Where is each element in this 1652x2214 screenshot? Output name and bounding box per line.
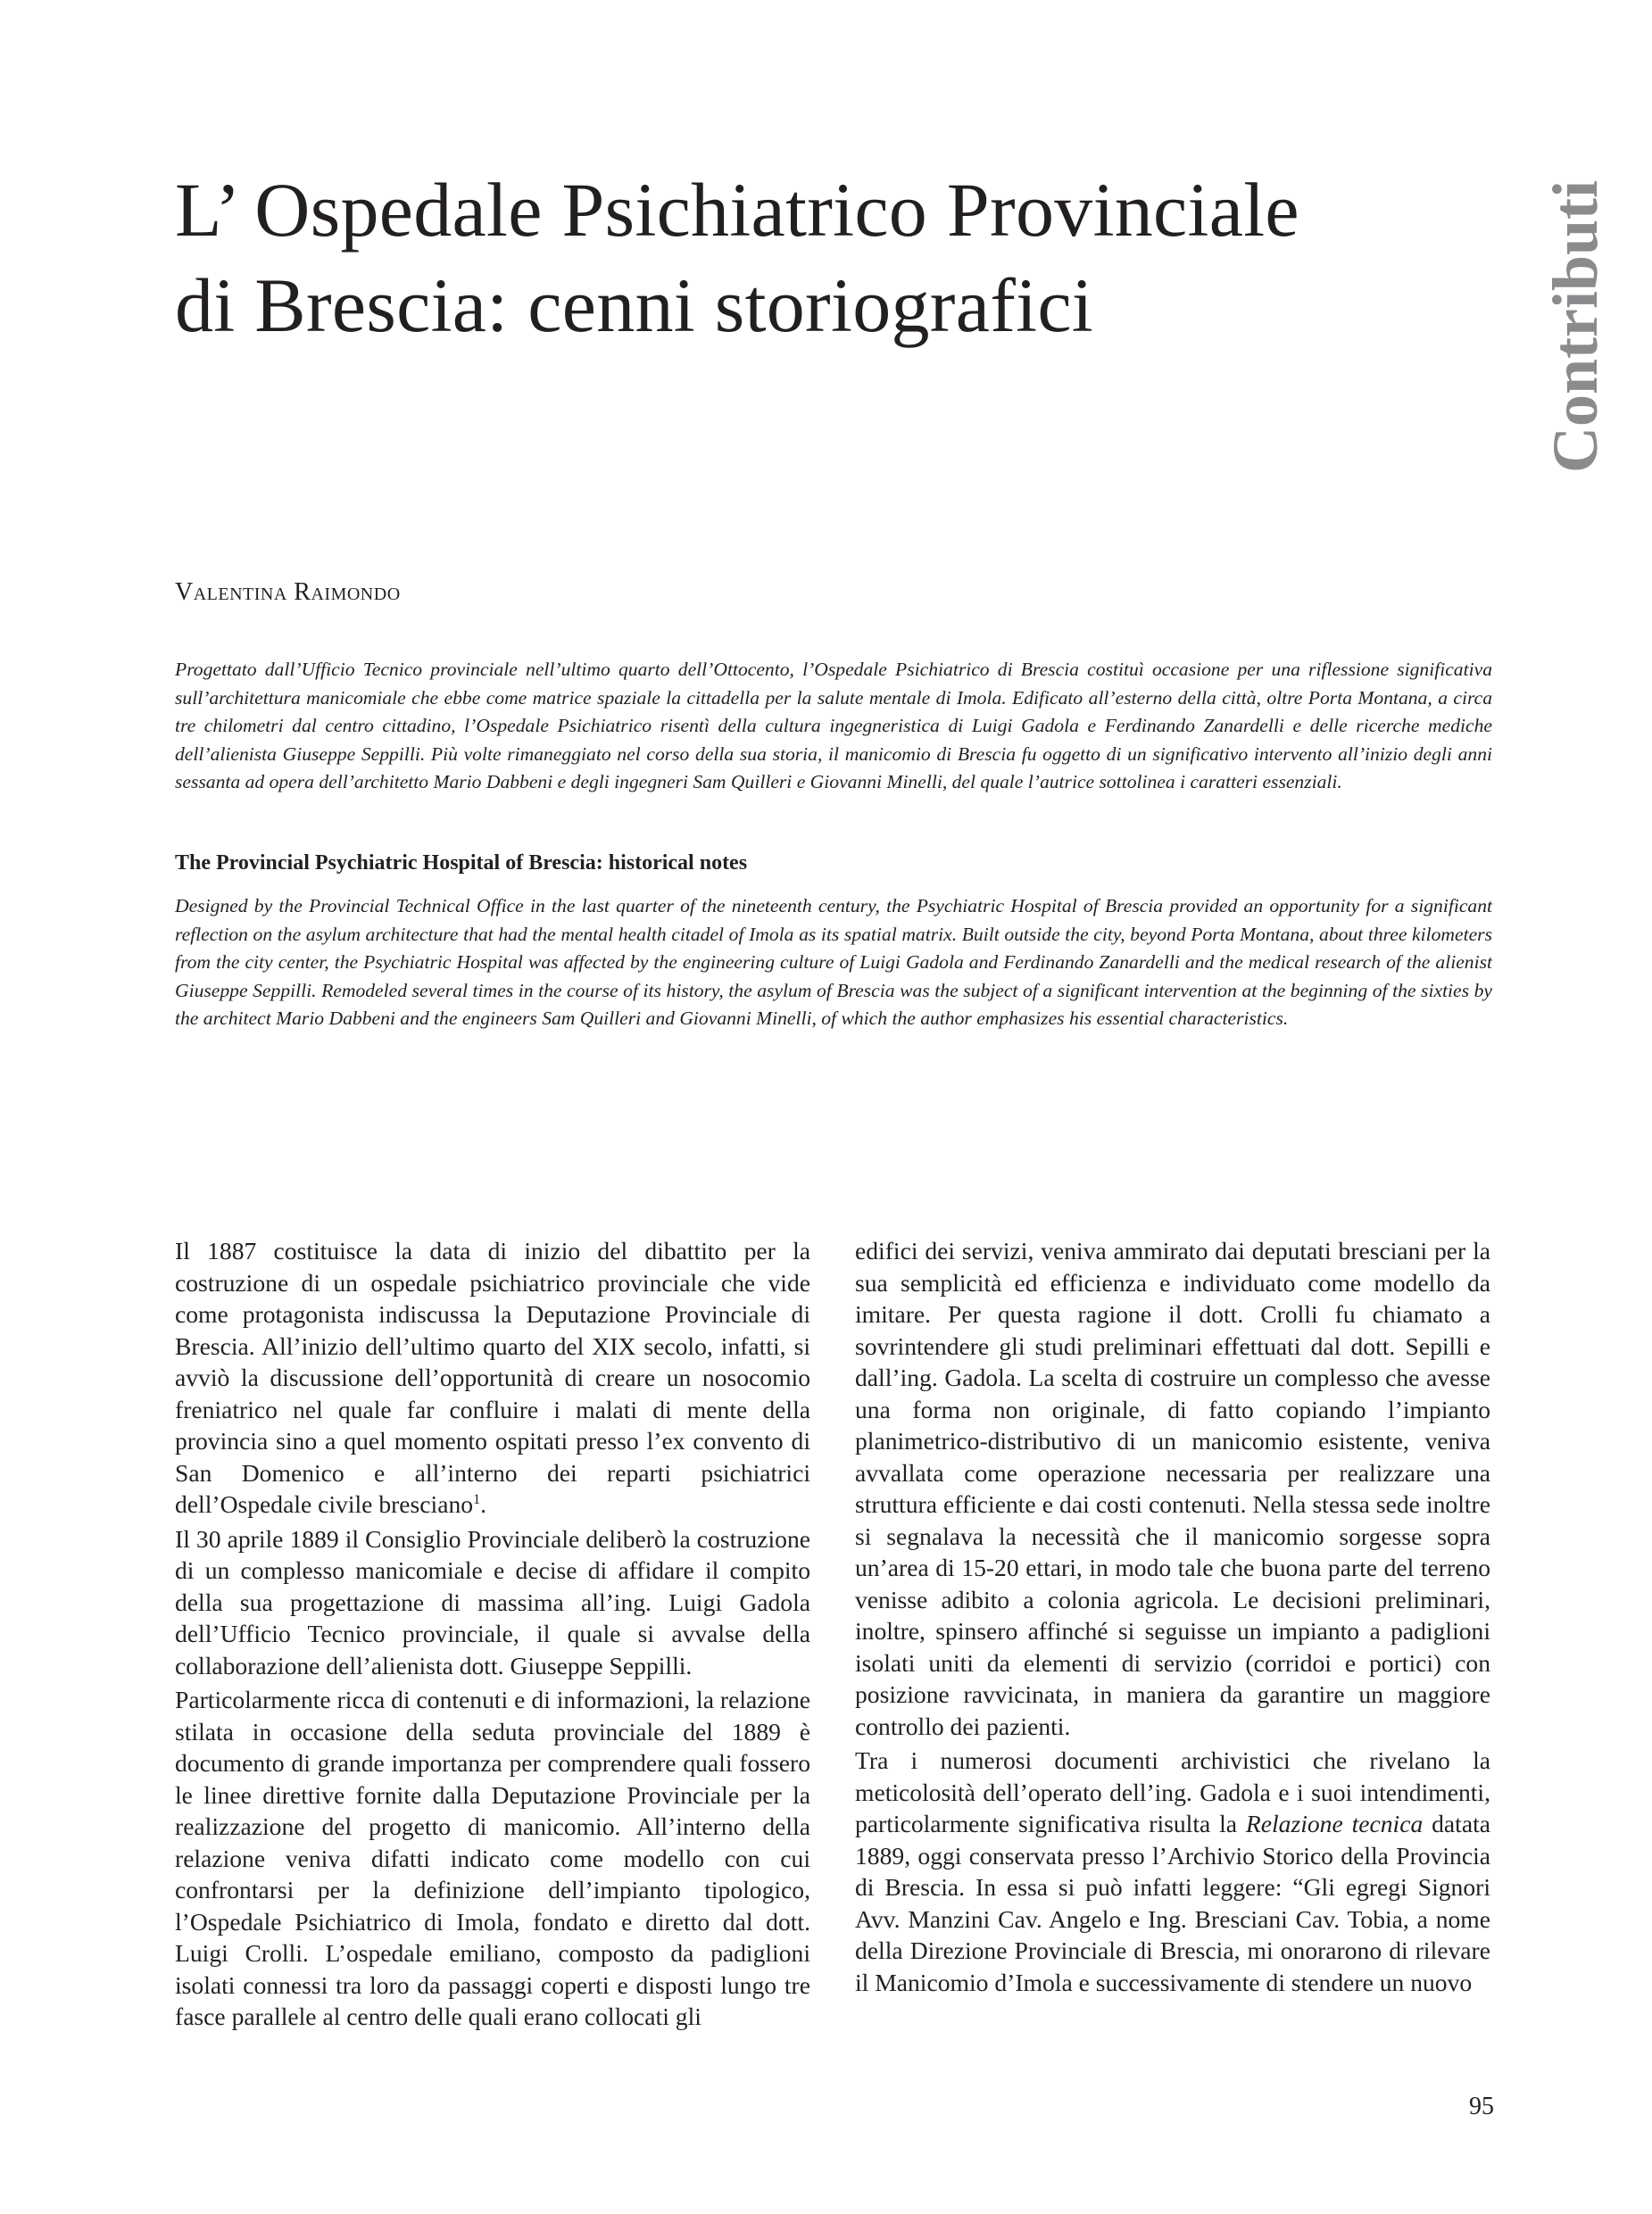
author-name: Valentina Raimondo xyxy=(175,578,401,606)
paragraph-text: Il 1887 costituisce la data di inizio del dibattito per la costruzione di un ospedale psichiatrico provinciale che vide come protagonista indiscussa la Deputazione Provinciale di Brescia. All’inizio dell’ultimo quarto del XIX secolo, infatti, si avviò la discussione dell’opportunità di creare un nosocomio freniatrico nel quale far confluire i malati di mente della provincia sino a quel momento ospitati presso l’ex convento di San Domenico e all’interno dei reparti psichiatrici dell’Ospedale civile bresciano xyxy=(175,1237,810,1518)
body-column-left xyxy=(175,1235,810,2036)
abstract-italian: Progettato dall’Ufficio Tecnico provinciale nell’ultimo quarto dell’Ottocento, l’Ospedale Psichiatrico di Brescia costituì occasione per una riflessione significativa sull’architettura manicomiale che ebbe come matrice spaziale la cittadella per la salute mentale di Imola. Edificato all’esterno della città, oltre Porta Montana, a circa tre chilometri dal centro cittadino, l’Ospedale Psichiatrico risentì della cultura ingegneristica di Luigi Gadola e Ferdinando Zanardelli e delle ricerche mediche dell’alienista Giuseppe Seppilli. Più volte rimaneggiato nel corso della sua storia, il manicomio di Brescia fu oggetto di un significativo intervento all’inizio degli anni sessanta ad opera dell’architetto Mario Dabbeni e degli ingegneri Sam Quilleri e Giovanni Minelli, del quale l’autrice sottolinea i caratteri essenziali. xyxy=(175,659,1492,793)
section-label: Contributi xyxy=(1540,179,1611,473)
paragraph-text-end: . xyxy=(480,1490,486,1518)
paragraph: Particolarmente ricca di contenuti e di informazioni, la relazione stilata in occasione della seduta provinciale del 1889 è documento di grande importanza per comprendere quali fossero le linee direttive fornite dalla Deputazione Provinciale per la realizzazione del progetto di manicomio. All’interno della relazione veniva difatti indicato come modello con cui confrontarsi per la definizione dell’impianto tipologico, l’Ospedale Psichiatrico di Imola, fondato e diretto dal dott. Luigi Crolli. L’ospedale emiliano, composto da padiglioni isolati connessi tra loro da passaggi coperti e disposti lungo tre fasce parallele al centro delle quali erano collocati gli xyxy=(175,1686,810,2030)
abstract-english: Designed by the Provincial Technical Office in the last quarter of the nineteenth century, the Psychiatric Hospital of Brescia provided an opportunity for a significant reflection on the asylum architecture that had the mental health citadel of Imola as its spatial matrix. Built outside the city, beyond Porta Montana, about three kilometers from the city center, the Psychiatric Hospital was affected by the engineering culture of Luigi Gadola and Ferdinando Zanardelli and the medical research of the alienist Giuseppe Seppilli. Remodeled several times in the course of its history, the asylum of Brescia was the subject of a significant intervention at the beginning of the sixties by the architect Mario Dabbeni and the engineers Sam Quilleri and Giovanni Minelli, of which the author emphasizes his essential characteristics. xyxy=(175,895,1492,1030)
paragraph: edifici dei servizi, veniva ammirato dai deputati bresciani per la sua semplicità ed efficienza e individuato come modello da imitare. Per questa ragione il dott. Crolli fu chiamato a sovrintendere gli studi preliminari effettuati dal dott. Sepilli e dall’ing. Gadola. La scelta di costruire un complesso che avesse una forma non originale, di fatto copiando l’impianto planimetrico-distributivo di un manicomio esistente, veniva avvallata come operazione necessaria per realizzare una struttura efficiente e dai costi contenuti. Nella stessa sede inoltre si segnalava la necessità che il manicomio sorgesse sopra un’area di 15-20 ettari, in modo tale che buona parte del terreno venisse adibito a colonia agricola. Le decisioni preliminari, inoltre, spinsero affinché si seguisse un impianto a padiglioni isolati uniti da elementi di servizio (corridoi e portici) con posizione ravvicinata, in maniera da garantire un maggiore controllo dei pazienti. xyxy=(855,1237,1490,1740)
title-line-2: di Brescia: cenni storiografici xyxy=(175,262,1093,348)
page-number: 95 xyxy=(1469,2093,1494,2120)
document-title: Relazione tecnica xyxy=(1245,1810,1424,1837)
paragraph-text-cont: datata 1889, oggi conservata presso l’Archivio Storico della Provincia di Brescia. In essa si può infatti leggere: “Gli egregi Signori Avv. Manzini Cav. Angelo e Ing. Bresciani Cav. Tobia, a nome della Direzione Provinciale di Brescia, mi onorarono di rilevare il Manicomio d’Imola e successivamente di stendere un nuovo xyxy=(855,1810,1490,1996)
paragraph xyxy=(855,1745,1490,1998)
footnote-marker[interactable]: 1 xyxy=(473,1491,481,1507)
article-title xyxy=(175,162,1514,353)
paragraph-text: Tra i numerosi documenti archivistici che rivelano la meticolosità dell’operato dell’ing. Gadola e i suoi intendimenti, particolarmente significativa risulta la xyxy=(855,1746,1490,1837)
paragraph xyxy=(175,1235,810,1521)
body-column-right xyxy=(855,1235,1490,2001)
title-line-1: L’ Ospedale Psichiatrico Provinciale xyxy=(175,167,1299,253)
paragraph: Il 30 aprile 1889 il Consiglio Provinciale deliberò la costruzione di un complesso manicomiale e decise di affidare il compito della sua progettazione di massima all’ing. Luigi Gadola dell’Ufficio Tecnico provinciale, il quale si avvalse della collaborazione dell’alienista dott. Giuseppe Seppilli. xyxy=(175,1524,810,1679)
abstract-english-heading: The Provincial Psychiatric Hospital of Brescia: historical notes xyxy=(175,851,748,875)
